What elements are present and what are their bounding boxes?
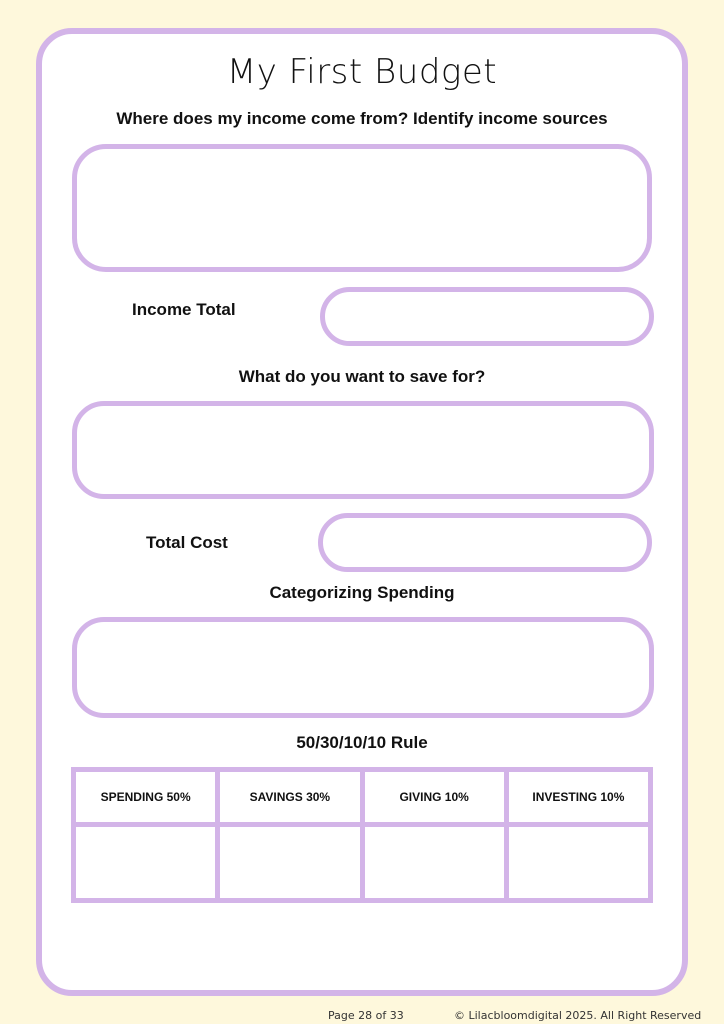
rule-heading: 50/30/10/10 Rule	[296, 733, 428, 752]
categorizing-spending-heading: Categorizing Spending	[269, 583, 455, 602]
spending-value-cell[interactable]	[74, 825, 218, 901]
income-sources-field[interactable]	[72, 144, 652, 272]
rule-table-header-row	[74, 770, 651, 825]
save-for-heading: What do you want to save for?	[238, 367, 486, 386]
income-total-field[interactable]	[320, 287, 654, 346]
savings-value-cell[interactable]	[218, 825, 362, 901]
investing-value-cell[interactable]	[506, 825, 650, 901]
giving-value-cell[interactable]	[362, 825, 506, 901]
total-cost-field[interactable]	[318, 513, 652, 572]
total-cost-label: Total Cost	[146, 533, 228, 552]
page-title: My First Budget	[226, 52, 498, 92]
rule-table	[71, 767, 653, 903]
categorizing-spending-field[interactable]	[72, 617, 654, 718]
income-total-label: Income Total	[132, 300, 236, 319]
save-for-field[interactable]	[72, 401, 654, 499]
page-number: Page 28 of 33	[328, 1009, 404, 1022]
header-savings: SAVINGS 30%	[218, 770, 362, 825]
header-giving: GIVING 10%	[362, 770, 506, 825]
income-sources-heading: Where does my income come from? Identify income sources	[116, 109, 608, 128]
rule-table-value-row	[74, 825, 651, 901]
header-investing: INVESTING 10%	[506, 770, 650, 825]
header-spending: SPENDING 50%	[74, 770, 218, 825]
copyright-notice: © Lilacbloomdigital 2025. All Right Reserved	[454, 1009, 702, 1022]
